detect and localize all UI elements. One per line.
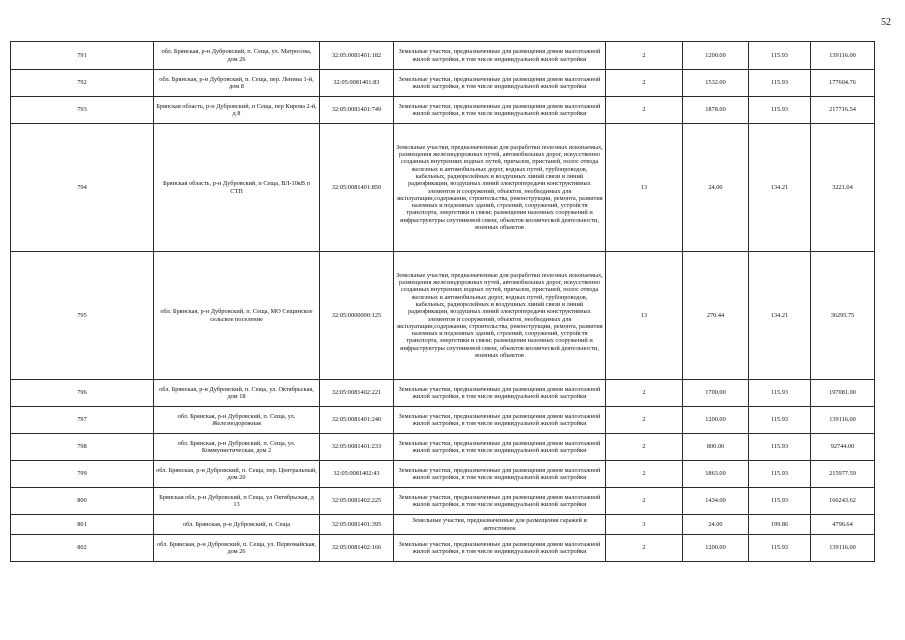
rate-cell: 199.86 [749, 515, 811, 535]
land-use-cell: Земельные участки, предназначенные для размещения домов малоэтажной жилой застройки, в том числе индивидуальной жилой застройки [394, 461, 606, 488]
total-value-cell: 139116.00 [811, 535, 875, 562]
address-cell: обл. Брянская, р-н Дубровский, п. Сеща, ул. Железнодорожная [154, 407, 320, 434]
total-value-cell: 166243.62 [811, 488, 875, 515]
table-row [11, 461, 875, 488]
total-value-cell: 177604.76 [811, 70, 875, 97]
rate-cell: 115.93 [749, 97, 811, 124]
row-number-cell: 800 [11, 488, 154, 515]
address-cell: обл. Брянская, р-н Дубровский, п. Сеща, пер. Ленина 1-й, дом 8 [154, 70, 320, 97]
total-value-cell: 36295.75 [811, 252, 875, 380]
area-cell: 1700.00 [683, 380, 749, 407]
table-row [11, 535, 875, 562]
rate-cell: 115.93 [749, 70, 811, 97]
rate-cell: 115.93 [749, 461, 811, 488]
cadastral-number-cell: 32:05:0081401:395 [320, 515, 394, 535]
row-number-cell: 799 [11, 461, 154, 488]
cadastral-number-cell: 32:05:0081401:240 [320, 407, 394, 434]
land-use-cell: Земельные участки, предназначенные для размещения домов малоэтажной жилой застройки, в том числе индивидуальной жилой застройки [394, 42, 606, 70]
rate-cell: 134.21 [749, 252, 811, 380]
table-row [11, 434, 875, 461]
total-value-cell: 139116.00 [811, 42, 875, 70]
category-code-cell: 2 [606, 380, 683, 407]
category-code-cell: 13 [606, 124, 683, 252]
area-cell: 270.44 [683, 252, 749, 380]
total-value-cell: 92744.00 [811, 434, 875, 461]
table-row [11, 488, 875, 515]
land-use-cell: Земельные участки, предназначенные для размещения домов малоэтажной жилой застройки, в том числе индивидуальной жилой застройки [394, 535, 606, 562]
area-cell: 1434.00 [683, 488, 749, 515]
rate-cell: 115.93 [749, 42, 811, 70]
table-row [11, 124, 875, 252]
address-cell: обл. Брянская, р-н Дубровский, п. Сеща, МО Сещинское сельское поселение [154, 252, 320, 380]
row-number-cell: 797 [11, 407, 154, 434]
total-value-cell: 197081.00 [811, 380, 875, 407]
cadastral-number-cell: 32:05:0081402:221 [320, 380, 394, 407]
row-number-cell: 798 [11, 434, 154, 461]
cadastral-number-cell: 32:05:0081401:83 [320, 70, 394, 97]
address-cell: обл. Брянская, р-н Дубровский, п. Сеща, ул. Матросова, дом 26 [154, 42, 320, 70]
rate-cell: 115.93 [749, 434, 811, 461]
category-code-cell: 2 [606, 97, 683, 124]
rate-cell: 134.21 [749, 124, 811, 252]
rate-cell: 115.93 [749, 380, 811, 407]
cadastral-number-cell: 32:05:0081401:850 [320, 124, 394, 252]
land-use-cell: Земельные участки, предназначенные для размещения домов малоэтажной жилой застройки, в том числе индивидуальной жилой застройки [394, 70, 606, 97]
address-cell: Брянская область, р-н Дубровский, п Сеща, пер Кирова 2-й, д 8 [154, 97, 320, 124]
address-cell: Брянская область, р-н Дубровский, п Сеща, ВЛ-10кВ п СТП [154, 124, 320, 252]
area-cell: 24.00 [683, 515, 749, 535]
category-code-cell: 2 [606, 42, 683, 70]
category-code-cell: 2 [606, 461, 683, 488]
category-code-cell: 2 [606, 407, 683, 434]
category-code-cell: 2 [606, 434, 683, 461]
land-registry-table [10, 41, 875, 562]
land-use-cell: Земельные участки, предназначенные для размещения домов малоэтажной жилой застройки, в том числе индивидуальной жилой застройки [394, 97, 606, 124]
row-number-cell: 791 [11, 42, 154, 70]
land-use-cell: Земельные участки, предназначенные для размещения гаражей и автостоянок [394, 515, 606, 535]
address-cell: обл. Брянская, р-н Дубровский, п. Сеща, пер. Центральный, дом 20 [154, 461, 320, 488]
table-row [11, 380, 875, 407]
cadastral-number-cell: 32:05:0081402:166 [320, 535, 394, 562]
row-number-cell: 802 [11, 535, 154, 562]
row-number-cell: 801 [11, 515, 154, 535]
table-row [11, 407, 875, 434]
row-number-cell: 796 [11, 380, 154, 407]
row-number-cell: 793 [11, 97, 154, 124]
table-row [11, 252, 875, 380]
area-cell: 1532.00 [683, 70, 749, 97]
table-row [11, 97, 875, 124]
category-code-cell: 13 [606, 252, 683, 380]
address-cell: Брянская обл, р-н Дубровский, п Сеща, ул Октябрьская, д 13 [154, 488, 320, 515]
row-number-cell: 792 [11, 70, 154, 97]
rate-cell: 115.93 [749, 407, 811, 434]
address-cell: обл. Брянская, р-н Дубровский, п. Сеща, ул. Октябрьская, дом 18 [154, 380, 320, 407]
area-cell: 1200.00 [683, 42, 749, 70]
total-value-cell: 217716.54 [811, 97, 875, 124]
land-use-cell: Земельные участки, предназначенные для размещения домов малоэтажной жилой застройки, в том числе индивидуальной жилой застройки [394, 380, 606, 407]
table-row [11, 70, 875, 97]
rate-cell: 115.93 [749, 488, 811, 515]
rate-cell: 115.93 [749, 535, 811, 562]
cadastral-number-cell: 32:05:0081401:182 [320, 42, 394, 70]
category-code-cell: 2 [606, 70, 683, 97]
total-value-cell: 215977.59 [811, 461, 875, 488]
address-cell: обл. Брянская, р-н Дубровский, п. Сеща, ул. Первомайская, дом 26 [154, 535, 320, 562]
address-cell: обл. Брянская, р-н Дубровский, п. Сеща [154, 515, 320, 535]
area-cell: 1878.00 [683, 97, 749, 124]
cadastral-number-cell: 32:05:0081401:233 [320, 434, 394, 461]
total-value-cell: 3221.04 [811, 124, 875, 252]
area-cell: 1200.00 [683, 535, 749, 562]
area-cell: 800.00 [683, 434, 749, 461]
area-cell: 24.00 [683, 124, 749, 252]
cadastral-number-cell: 32:05:0081402:225 [320, 488, 394, 515]
row-number-cell: 794 [11, 124, 154, 252]
category-code-cell: 2 [606, 535, 683, 562]
land-use-cell: Земельные участки, предназначенные для разработки полезных ископаемых, размещения железнодорожных путей, автомобильных дорог, искусственно созданных внутренних водных путей, причалов, пристаней, полос отвода железных и автомобильных дорог, водных путей, трубопроводов, кабельных, радиорелейных и воздушных линий связи и линий радиофикации, воздушных линий электропередачи конструктивных элементов и сооружений, объектов, необходимых для эксплуатации,содержания, строительства, реконструкции, ремонта, развития наземных и подземных зданий, строений, сооружений, устройств транспорта, энергетики и связи; размещения наземных сооружений и инфраструктуры спутниковой связи, объектов космической деятельности, военных объектов [394, 252, 606, 380]
total-value-cell: 139116.00 [811, 407, 875, 434]
cadastral-number-cell: 32:05:0081401:749 [320, 97, 394, 124]
area-cell: 1863.00 [683, 461, 749, 488]
row-number-cell: 795 [11, 252, 154, 380]
table-row [11, 515, 875, 535]
cadastral-number-cell: 32:05:0081402:43 [320, 461, 394, 488]
land-use-cell: Земельные участки, предназначенные для разработки полезных ископаемых, размещения железнодорожных путей, автомобильных дорог, искусственно созданных внутренних водных путей, причалов, пристаней, полос отвода железных и автомобильных дорог, водных путей, трубопроводов, кабельных, радиорелейных и воздушных линий связи и линий радиофикации, воздушных линий электропередачи конструктивных элементов и сооружений, объектов, необходимых для эксплуатации,содержания, строительства, реконструкции, ремонта, развития наземных и подземных зданий, строений, сооружений, устройств транспорта, энергетики и связи; размещения наземных сооружений и инфраструктуры спутниковой связи, объектов космической деятельности, военных объектов [394, 124, 606, 252]
total-value-cell: 4796.64 [811, 515, 875, 535]
land-use-cell: Земельные участки, предназначенные для размещения домов малоэтажной жилой застройки, в том числе индивидуальной жилой застройки [394, 434, 606, 461]
land-use-cell: Земельные участки, предназначенные для размещения домов малоэтажной жилой застройки, в том числе индивидуальной жилой застройки [394, 488, 606, 515]
area-cell: 1200.00 [683, 407, 749, 434]
table-row [11, 42, 875, 70]
category-code-cell: 3 [606, 515, 683, 535]
address-cell: обл. Брянская, р-н Дубровский, п. Сеща, ул. Коммунистическая, дом 2 [154, 434, 320, 461]
table-body [11, 42, 875, 562]
land-use-cell: Земельные участки, предназначенные для размещения домов малоэтажной жилой застройки, в том числе индивидуальной жилой застройки [394, 407, 606, 434]
cadastral-number-cell: 32:05:0000000:125 [320, 252, 394, 380]
page-number: 52 [881, 17, 891, 28]
category-code-cell: 2 [606, 488, 683, 515]
